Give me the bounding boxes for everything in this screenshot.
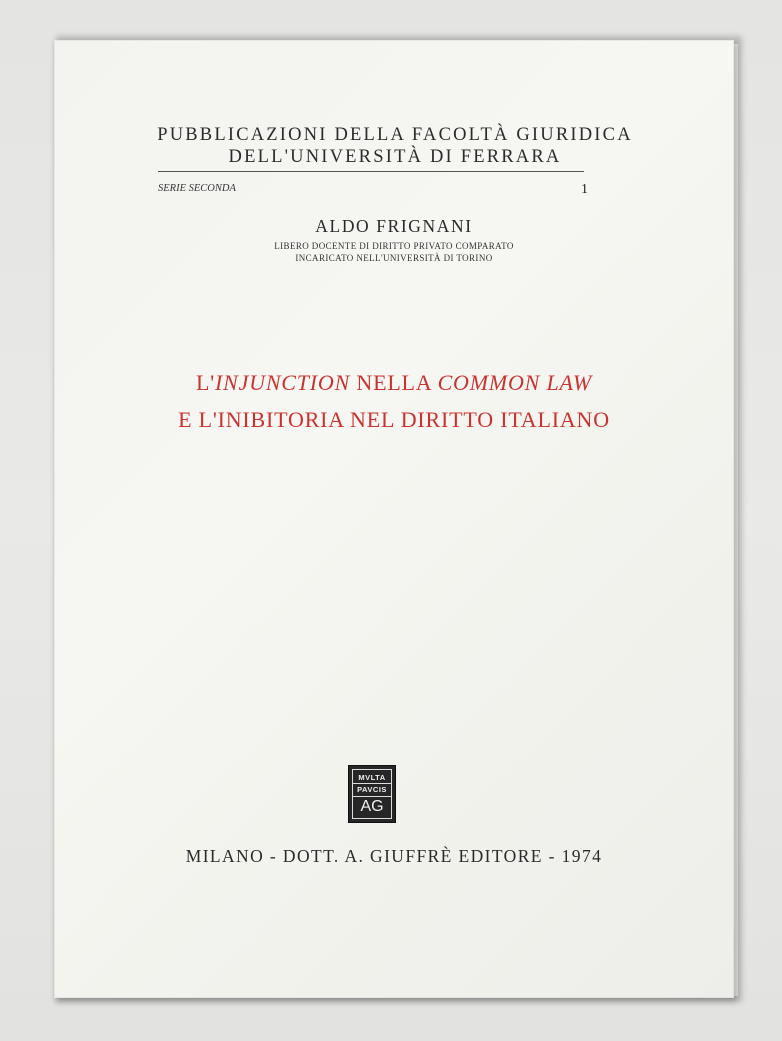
title-prefix: L' (195, 370, 215, 395)
series-title-line1: PUBBLICAZIONI DELLA FACOLTÀ GIURIDICA (157, 125, 633, 145)
serie-label: SERIE SECONDA (158, 183, 236, 194)
logo-frame (352, 769, 392, 819)
logo-word-multa: MVLTA (358, 773, 386, 782)
publisher-imprint: MILANO - DOTT. A. GIUFFRÈ EDITORE - 1974 (185, 846, 603, 866)
title-common-law: COMMON LAW (437, 370, 593, 395)
author-credential-line1: LIBERO DOCENTE DI DIRITTO PRIVATO COMPARATO (274, 241, 514, 251)
series-title-line2: DELL'UNIVERSITÀ DI FERRARA (228, 147, 562, 167)
author-name: ALDO FRIGNANI (315, 216, 473, 236)
volume-number: 1 (581, 182, 588, 197)
publisher-logo (348, 765, 396, 823)
header-rule (158, 171, 584, 172)
author-credential-line2: INCARICATO NELL'UNIVERSITÀ DI TORINO (295, 253, 493, 263)
book-title-line1 (54, 370, 734, 396)
book-title-line2: E L'INIBITORIA NEL DIRITTO ITALIANO (178, 407, 610, 432)
book-cover (54, 40, 734, 998)
logo-word-paucis: PAVCIS (353, 783, 391, 794)
logo-monogram: AG (353, 796, 391, 816)
title-injunction: INJUNCTION (214, 370, 351, 395)
title-mid: NELLA (350, 370, 438, 395)
